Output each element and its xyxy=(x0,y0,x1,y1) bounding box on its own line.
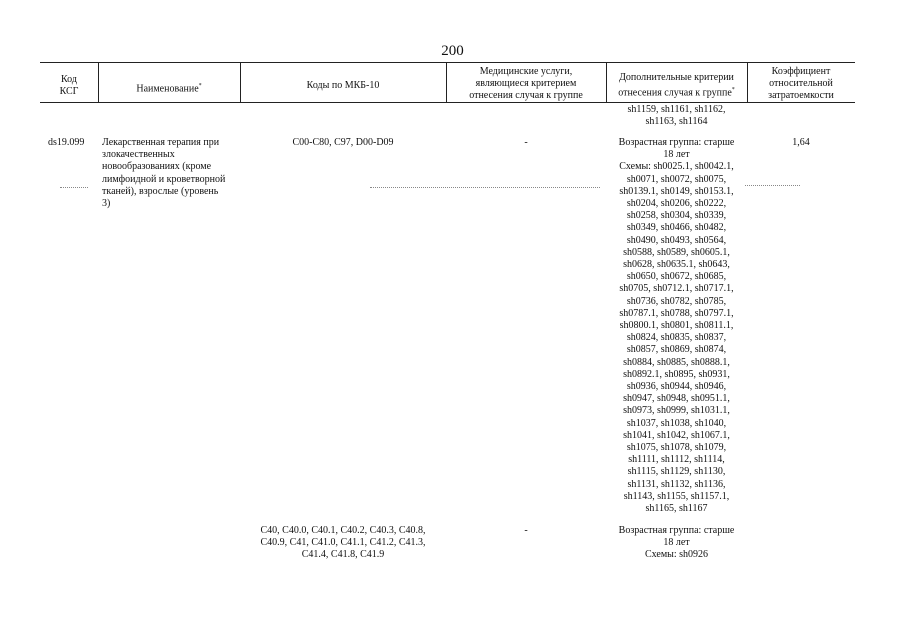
criteria-line: sh0947, sh0948, sh0951.1, xyxy=(623,393,730,405)
subrow-criteria-line: Схемы: sh0926 xyxy=(644,549,709,561)
header-name-text: Наименование xyxy=(136,83,199,95)
criteria-line: sh0071, sh0072, sh0075, xyxy=(626,173,727,185)
criteria-line: sh0973, sh0999, sh1031.1, xyxy=(623,405,730,417)
header-criteria xyxy=(606,72,747,99)
header-code-line2: КСГ xyxy=(59,86,79,97)
criteria-line: sh0349, sh0466, sh0482, xyxy=(626,222,727,234)
ksg-name-line: тканей), взрослые (уровень xyxy=(102,185,219,197)
subrow-criteria-line: Возрастная группа: старше xyxy=(618,525,735,536)
criteria-line: Возрастная группа: старше xyxy=(618,137,735,148)
header-name xyxy=(98,80,240,95)
criteria-line: sh0824, sh0835, sh0837, xyxy=(626,332,727,344)
ksg-name-line: лимфоидной и кроветворной xyxy=(102,173,226,185)
subrow-mkb-line: C40, C40.0, C40.1, C40.2, C40.3, C40.8, xyxy=(260,525,426,536)
table-top-border xyxy=(40,62,855,63)
ksg-name-line: Лекарственная терапия при xyxy=(102,137,220,148)
header-mkb: Коды по МКБ-10 xyxy=(306,80,380,91)
criteria-line: Схемы: sh0025.1, sh0042.1, xyxy=(619,161,734,173)
header-criteria-line1: Дополнительные критерии xyxy=(619,72,734,83)
header-coefficient-line2: относительной xyxy=(769,78,833,89)
ksg-name-line: 3) xyxy=(102,198,111,210)
additional-criteria xyxy=(606,137,747,515)
coefficient-value: 1,64 xyxy=(792,137,810,148)
ksg-name-line: злокачественных xyxy=(102,149,175,161)
criteria-line: sh0628, sh0635.1, sh0643, xyxy=(623,259,730,271)
criteria-line: sh0204, sh0206, sh0222, xyxy=(626,198,727,210)
carry-over-criteria xyxy=(606,104,747,128)
criteria-line: sh0884, sh0885, sh0888.1, xyxy=(623,356,730,368)
page-number: 200 xyxy=(441,43,464,59)
header-services-line1: Медицинские услуги, xyxy=(479,66,573,77)
header-services-line2: являющиеся критерием xyxy=(475,78,577,89)
medical-services: - xyxy=(524,137,528,148)
header-criteria-line2 xyxy=(606,84,747,99)
subrow-mkb-line: C40.9, C41, C41.0, C41.1, C41.2, C41.3, xyxy=(260,537,426,549)
subrow-medical-services: - xyxy=(524,525,528,536)
criteria-line: sh0936, sh0944, sh0946, xyxy=(626,381,727,393)
criteria-line: sh0705, sh0712.1, sh0717.1, xyxy=(619,283,734,295)
subrow-mkb-line: C41.4, C41.8, C41.9 xyxy=(301,549,385,561)
criteria-line: 18 лет xyxy=(663,149,690,161)
criteria-line: sh1165, sh1167 xyxy=(645,503,708,515)
header-coefficient-line3: затратоемкости xyxy=(768,90,834,101)
scan-artifact xyxy=(745,185,800,187)
ksg-code: ds19.099 xyxy=(48,137,85,148)
header-code xyxy=(40,74,98,98)
scan-artifact xyxy=(60,187,88,189)
header-coefficient-line1: Коэффициент xyxy=(771,66,831,77)
criteria-line: sh0139.1, sh0149, sh0153.1, xyxy=(619,185,734,197)
criteria-line: sh0800.1, sh0801, sh0811.1, xyxy=(619,320,734,332)
carry-over-line: sh1163, sh1164 xyxy=(645,116,708,128)
criteria-line: sh1143, sh1155, sh1157.1, xyxy=(623,490,730,502)
subrow-criteria-line: 18 лет xyxy=(663,537,690,549)
header-coefficient xyxy=(747,66,855,102)
header-services xyxy=(446,66,606,102)
table-header-bottom-border xyxy=(40,102,855,103)
criteria-line: sh0258, sh0304, sh0339, xyxy=(626,210,727,222)
header-code-line1: Код xyxy=(61,74,77,85)
criteria-line: sh1037, sh1038, sh1040, xyxy=(626,417,727,429)
ksg-name-line: новообразованиях (кроме xyxy=(102,161,212,173)
header-criteria-mark: * xyxy=(731,87,735,93)
ksg-name xyxy=(102,137,242,210)
carry-over-line: sh1159, sh1161, sh1162, xyxy=(627,104,726,115)
criteria-line: sh0588, sh0589, sh0605.1, xyxy=(623,246,730,258)
header-criteria-line2-text: отнесения случая к группе xyxy=(618,87,732,99)
subrow-criteria xyxy=(606,525,747,562)
criteria-line: sh1111, sh1112, sh1114, xyxy=(628,454,725,466)
header-name-mark: * xyxy=(198,83,202,89)
criteria-line: sh0650, sh0672, sh0685, xyxy=(626,271,727,283)
criteria-line: sh1041, sh1042, sh1067.1, xyxy=(623,429,730,441)
header-services-line3: отнесения случая к группе xyxy=(469,90,583,101)
criteria-line: sh1075, sh1078, sh1079, xyxy=(626,442,727,454)
criteria-line: sh0857, sh0869, sh0874, xyxy=(626,344,727,356)
criteria-line: sh0736, sh0782, sh0785, xyxy=(626,295,727,307)
criteria-line: sh1115, sh1129, sh1130, xyxy=(627,466,726,478)
criteria-line: sh0490, sh0493, sh0564, xyxy=(626,234,727,246)
criteria-line: sh1131, sh1132, sh1136, xyxy=(627,478,726,490)
scan-artifact xyxy=(370,187,600,189)
subrow-mkb-codes xyxy=(240,525,446,562)
mkb-codes: C00-C80, C97, D00-D09 xyxy=(292,137,394,148)
criteria-line: sh0787.1, sh0788, sh0797.1, xyxy=(619,307,734,319)
criteria-line: sh0892.1, sh0895, sh0931, xyxy=(623,368,730,380)
